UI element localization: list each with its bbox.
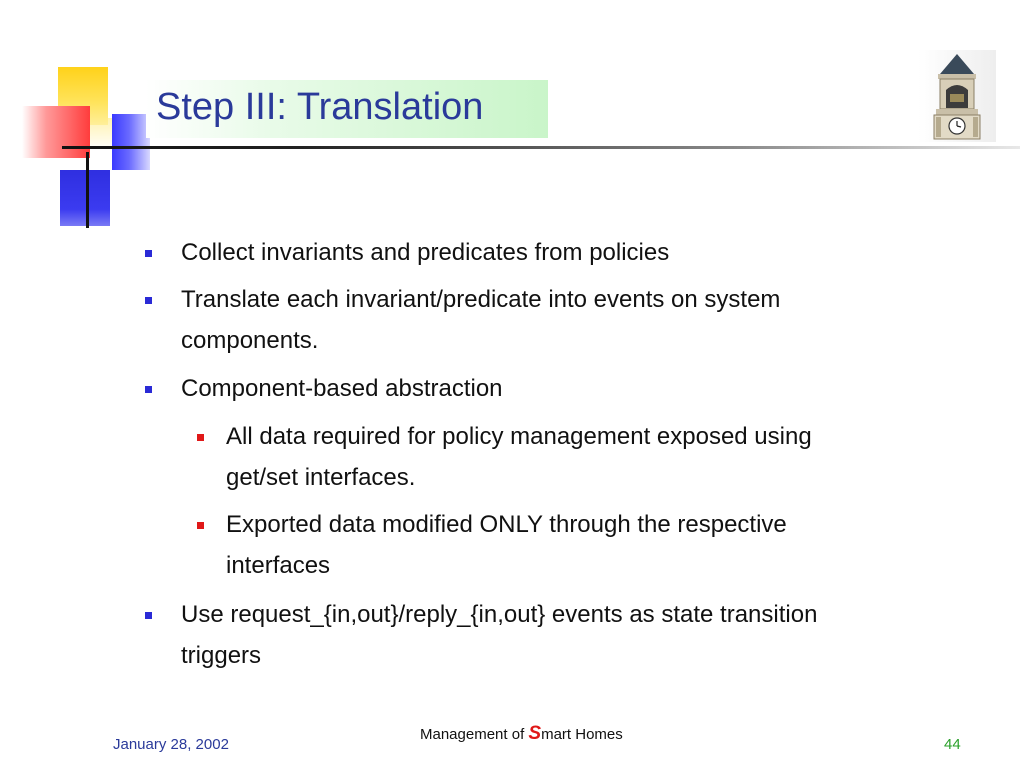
footer-title: [420, 723, 623, 745]
bullet-marker: [145, 612, 152, 619]
bullet-text-line: All data required for policy management exposed using: [226, 423, 812, 450]
header-divider: [62, 146, 1020, 149]
bullet-marker: [145, 386, 152, 393]
sub-bullet-marker: [197, 434, 204, 441]
bullet-text-line: triggers: [181, 642, 262, 669]
bullet-text-line: Exported data modified ONLY through the respective: [226, 511, 787, 538]
bullet-text-line: Use request_{in,out}/reply_{in,out} events as state transition: [181, 601, 818, 628]
page-title: Step III: Translation: [156, 86, 484, 128]
bullet-item: [181, 368, 503, 409]
decor-blue-block-right: [112, 114, 150, 170]
footer-title-suffix: mart Homes: [541, 726, 623, 743]
bullet-text-line: components.: [181, 327, 319, 354]
bullet-text-line: get/set interfaces.: [226, 464, 416, 491]
decor-red-block: [22, 106, 90, 158]
footer-date: January 28, 2002: [113, 736, 229, 753]
decor-vertical-line: [86, 152, 89, 228]
bullet-item: [181, 279, 780, 361]
bullet-text: Collect invariants and predicates from policies: [181, 239, 670, 266]
decor-blue-block-bottom: [60, 170, 110, 226]
sub-bullet-item: [226, 504, 787, 586]
page-number: 44: [944, 736, 961, 753]
bullet-text: Component-based abstraction: [181, 375, 503, 402]
sub-bullet-marker: [197, 522, 204, 529]
bullet-marker: [145, 250, 152, 257]
bullet-text-line: Translate each invariant/predicate into events on system: [181, 286, 781, 313]
footer-title-s: S: [528, 723, 542, 744]
bullet-text-line: interfaces: [226, 552, 331, 579]
bullet-item: [181, 232, 669, 273]
footer-title-prefix: Management of: [420, 726, 529, 743]
sub-bullet-item: [226, 416, 812, 498]
bullet-marker: [145, 297, 152, 304]
clock-tower-logo: [918, 50, 996, 142]
bullet-item: [181, 594, 817, 676]
